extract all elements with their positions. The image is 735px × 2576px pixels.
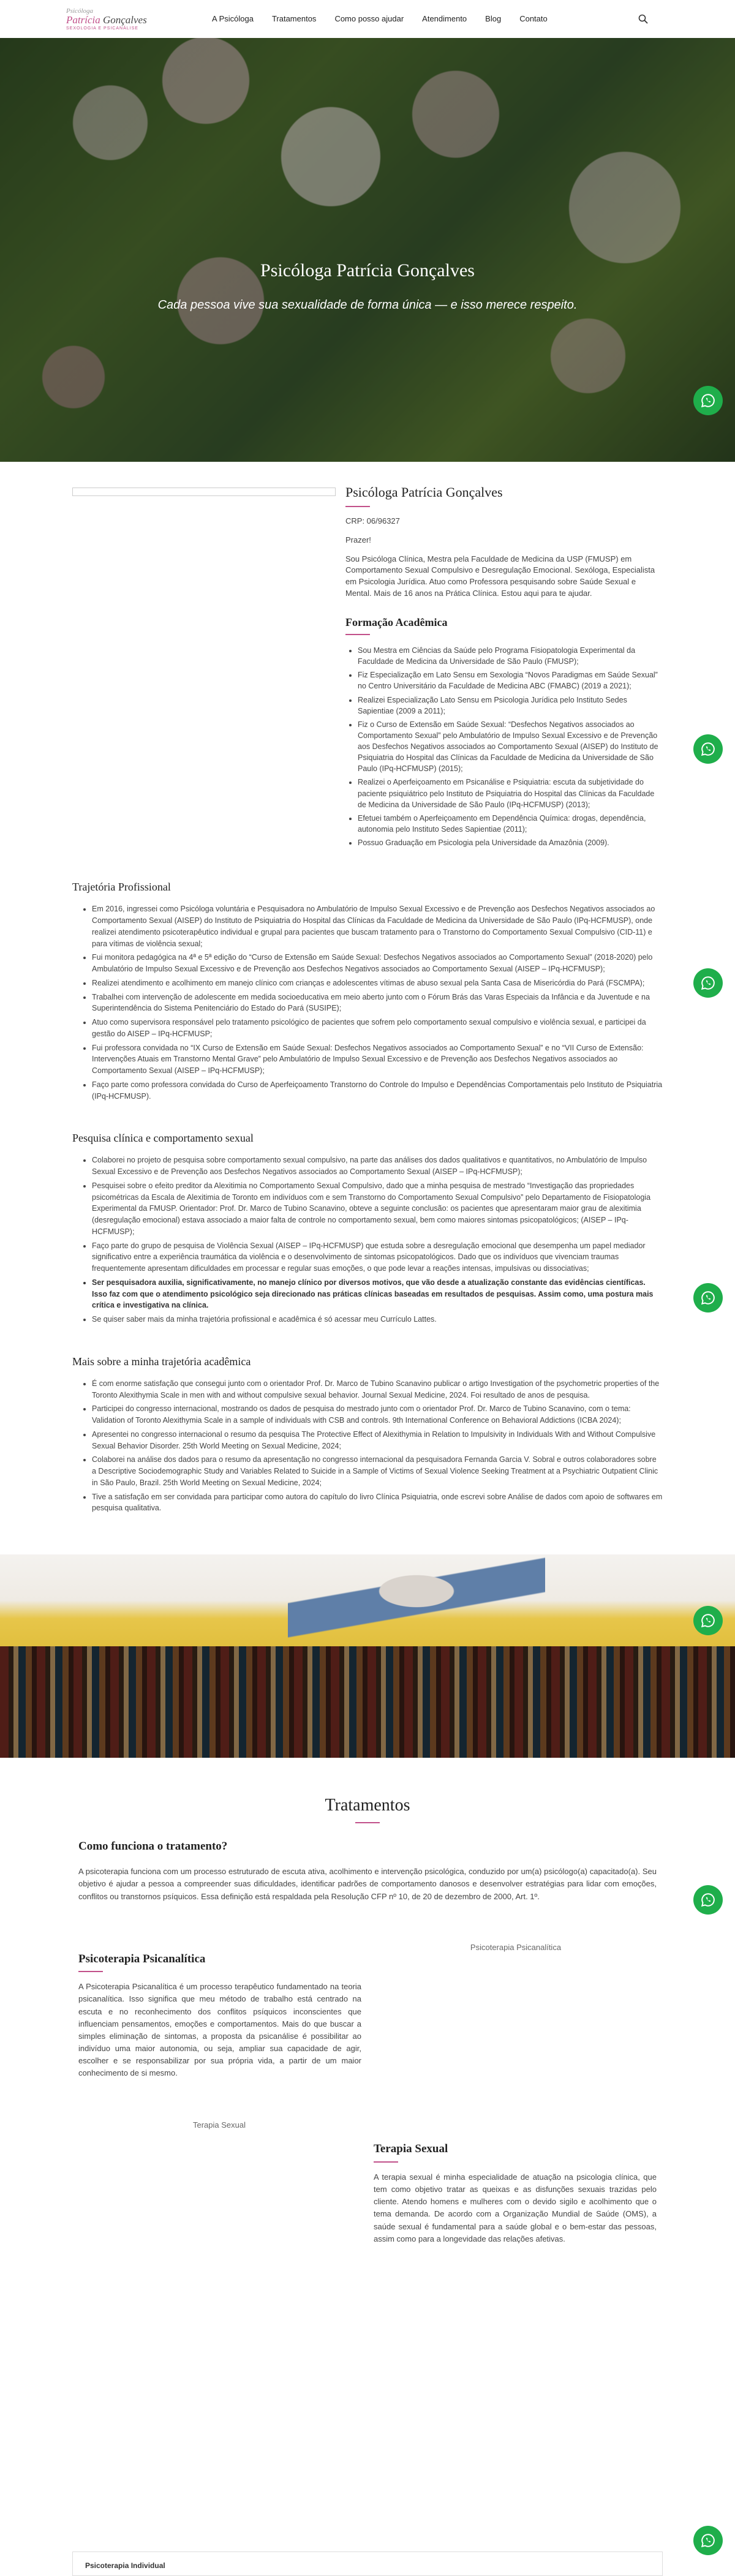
nav-contato[interactable]: Contato [519, 13, 548, 23]
career-section [0, 879, 735, 1102]
list-item: • Sou Mestra em Ciências da Saúde pelo Programa Fisiopatologia Experimental da Faculdade de Medicina da Universidade de São Paulo (FMUSP); [358, 645, 663, 667]
site-header [0, 0, 735, 38]
psi-title: Psicoterapia Psicanalítica [78, 1952, 206, 1965]
treatment-psicanalitica [78, 1942, 361, 2080]
academic-list [72, 1378, 663, 1514]
treatment-row [78, 1942, 657, 2080]
career-list [72, 903, 663, 1102]
profile-photo [72, 488, 336, 496]
list-item: • Fiz Especialização em Lato Sensu em Sexologia “Novos Paradigmas em Saúde Sexual” no Centro Universitário da Faculdade de Medicina ABC (FMABC) (2019 a 2021); [358, 669, 663, 691]
whatsapp-button[interactable] [693, 1283, 723, 1312]
treatment-sexual [374, 2120, 657, 2245]
title-divider [355, 1822, 380, 1823]
formation-list [345, 645, 663, 848]
profile-section [0, 462, 735, 851]
logo-name: Patrícia Gonçalves [66, 13, 147, 26]
whatsapp-icon [700, 1613, 716, 1629]
list-item: • Se quiser saber mais da minha trajetória profissional e acadêmica é só acessar meu Currículo Lattes. [92, 1314, 663, 1325]
sex-image: Terapia Sexual [193, 2120, 246, 2130]
sex-text: A terapia sexual é minha especialidade de atuação na psicologia clínica, que tem como objetivo tratar as queixas e as disfunções sexuais trazidas pelo cliente. Atendo homens e mulheres com o devido sigilo e acolhimento que o tema demanda. De acordo com a Organização Mundial de Saúde (OMS), a saúde sexual é fundamental para a saúde global e o bem-estar das pessoas, assim como para a longevidade das relações afetivas. [374, 2172, 657, 2243]
whatsapp-icon [700, 393, 716, 409]
hero-banner [0, 38, 735, 462]
list-item: • Realizei Especialização Lato Sensu em Psicologia Jurídica pelo Instituto Sedes Sapientiae (2009 a 2011); [358, 695, 663, 717]
whatsapp-button[interactable] [693, 1885, 723, 1915]
individual-therapy-card [72, 2552, 663, 2576]
whatsapp-button[interactable] [693, 968, 723, 998]
treatments-title: Tratamentos [325, 1796, 410, 1815]
list-item: • Possuo Graduação em Psicologia pela Universidade da Amazônia (2009). [358, 837, 663, 848]
profile-name: Psicóloga Patrícia Gonçalves [345, 484, 503, 500]
whatsapp-icon [700, 1892, 716, 1908]
list-item: • Realizei atendimento e acolhimento em manejo clínico com crianças e adolescentes vítimas de abuso sexual pela Santa Casa de Misericórdia do Pará (FSCMPA); [92, 977, 663, 989]
list-item: • Colaborei na análise dos dados para o resumo da apresentação no congresso internacional da pesquisadora Fernanda Garcia V. Sobral e outros colaboradores sobre a Descriptive Sociodemographic Study and Variables Related to Suicide in a Sample of Victims of Sexual Violence Seeking Treatment at a Psychiatric Outpatient Clinic in São Paulo, Brazil. 25th World Meeting on Sexual Medicine, 2024; [92, 1454, 663, 1488]
hero-text [0, 257, 735, 314]
title-divider [345, 634, 370, 635]
whatsapp-button[interactable] [693, 386, 723, 415]
research-list [72, 1154, 663, 1325]
card-label: Psicoterapia Individual [85, 2561, 165, 2570]
list-item: • Trabalhei com intervenção de adolescente em medida socioeducativa em meio aberto junto com o Fórum Brás das Varas Especiais da Infância e da Juventude e na Superintendência do Sistema Penitenciário do Estado do Pará (SUSIPE); [92, 992, 663, 1015]
psi-text: A Psicoterapia Psicanalítica é um processo terapêutico fundamentado na teoria psicanalítica. Isso significa que meu método de trabalho está centrado na escuta e no reconhecimento dos conflitos psíquicos inconscientes que influenciam pensamentos, emoções e comportamentos. Mais do que buscar a simples eliminação de sintomas, a proposta da psicanálise é possibilitar ao indivíduo uma maior autonomia, ou seja, ampliar sua capacidade de agir, escolher e se responsabilizar por sua própria vida, a partir de um maior conhecimento de si mesmo. [78, 1982, 361, 2078]
whatsapp-button[interactable] [693, 2526, 723, 2555]
psi-image: Psicoterapia Psicanalítica [470, 1942, 562, 1952]
main-nav [212, 13, 548, 25]
formation-title: Formação Acadêmica [345, 616, 448, 628]
hero-title: Psicóloga Patrícia Gonçalves [260, 260, 475, 281]
title-divider [78, 1971, 103, 1972]
logo-subtitle: SEXOLOGIA E PSICANÁLISE [66, 26, 138, 31]
list-item: • Efetuei também o Aperfeiçoamento em Dependência Química: drogas, dependência, autonomia pelo Instituto Sedes Sapientiae (2011); [358, 813, 663, 835]
title-divider [374, 2161, 398, 2163]
list-item: • Atuo como supervisora responsável pelo tratamento psicológico de pacientes que sofrem pelo comportamento sexual compulsivo e violência sexual, e participei da gestão do AISEP – IPq-HCFMUSP; [92, 1017, 663, 1040]
list-item: • Colaborei no projeto de pesquisa sobre comportamento sexual compulsivo, na parte das análises dos dados qualitativos e quantitativos, no Ambulatório de Impulso Sexual Excessivo e de Prevenção aos Desfechos Negativos associados ao Comportamento Sexual (AISEP – IPq-HCFMUSP); [92, 1154, 663, 1178]
list-item: • Ser pesquisadora auxilia, significativamente, no manejo clínico por diversos motivos, que vão desde a atualização constante das evidências científicas. Isso faz com que o atendimento psicológico seja direcionado nas práticas clínicas baseadas em resultados de pesquisas. Assim como, uma postura mais crítica e investigativa na clínica. [92, 1277, 663, 1311]
treatments-section [0, 1793, 735, 2245]
list-item: • Fiz o Curso de Extensão em Saúde Sexual: “Desfechos Negativos associados ao Comportamento Sexual” pelo Ambulatório de Impulso Sexual Excessivo e de Prevenção aos Desfechos Negativos associados ao Comportamento Sexual (AISEP) do Instituto de Psiquiatria do Hospital das Clínicas da Faculdade de Medicina da Universidade de São Paulo (IPq-HCFMUSP) (2015); [358, 719, 663, 775]
whatsapp-icon [700, 741, 716, 757]
list-item: • Em 2016, ingressei como Psicóloga voluntária e Pesquisadora no Ambulatório de Impulso Sexual Excessivo e de Prevenção aos Desfechos Negativos associados ao Comportamento Sexual (AISEP) do Instituto de Psiquiatria do Hospital das Clínicas da Faculdade de Medicina da Universidade de São Paulo (IPq-HCFMUSP), onde realizei atendimento psicoterapêutico individual e grupal para pacientes que buscam tratamento para o Transtorno do Comportamento Sexual Compulsivo (CID-11) e para vítimas de violência sexual; [92, 903, 663, 949]
list-item: • Pesquisei sobre o efeito preditor da Alexitimia no Comportamento Sexual Compulsivo, dado que a minha pesquisa de mestrado “Investigação das propriedades psicométricas da Escala de Alexitimia de Toronto em indivíduos com e sem Transtorno do Comportamento Sexual Compulsivo” pelo Departamento de Fisiopatologia Experimental da FMUSP. Orientador: Prof. Dr. Marco de Tubino Scanavino, obteve a seguinte conclusão: os pacientes que apresentaram maior grau de alexitimia (desregulação emocional) estava associado a maior falta de controle no comportamento sexual, bem como maiores sintomas psicopatológicos; (AISEP – IPq-HCFMUSP); [92, 1180, 663, 1238]
nav-atendimento[interactable]: Atendimento [422, 13, 467, 23]
treatment-row [78, 2120, 657, 2245]
sex-title: Terapia Sexual [374, 2142, 448, 2156]
how-title: Como funciona o tratamento? [78, 1839, 228, 1853]
research-section [0, 1130, 735, 1325]
list-item: • Faço parte do grupo de pesquisa de Violência Sexual (AISEP – IPq-HCFMUSP) que estuda sobre a desregulação emocional que desempenha um papel mediador significativo entre a experiência traumática da violência e o desenvolvimento de sintomas psicopatológicos. Dado que os indivíduos que vivenciam traumas frequentemente apresentam dificuldades em processar e regular suas emoções, o que pode levar a reações intensas, impulsivas ou dissociativas; [92, 1240, 663, 1275]
whatsapp-icon [700, 1290, 716, 1306]
nav-a-psicologa[interactable]: A Psicóloga [212, 13, 254, 23]
nav-como-posso-ajudar[interactable]: Como posso ajudar [334, 13, 404, 23]
image-band-couch [0, 1554, 735, 1646]
profile-bio: Sou Psicóloga Clínica, Mestra pela Faculdade de Medicina da USP (FMUSP) em Comportamento Sexual Compulsivo e Desregulação Emocional. Sexóloga, Especialista em Psicologia Jurídica. Atuo como Professora pesquisando sobre Saúde Sexual e Mental. Mais de 16 anos na Prática Clínica. Estou aqui para te ajudar. [345, 554, 655, 598]
site-logo[interactable] [66, 8, 152, 31]
logo-small-text: Psicóloga [66, 7, 93, 15]
career-title: Trajetória Profissional [72, 881, 171, 894]
whatsapp-icon [700, 975, 716, 991]
list-item: • Participei do congresso internacional, mostrando os dados de pesquisa do mestrado junto com o orientador Prof. Dr. Marco de Tubino Scanavino, com o tema: Validation of Toronto Alexithymia Scale in a sample of individuals with CSB and controls. 9th International Conference on Behavioral Addictions (ICBA 2024); [92, 1403, 663, 1426]
research-title: Pesquisa clínica e comportamento sexual [72, 1132, 254, 1145]
nav-blog[interactable]: Blog [485, 13, 502, 23]
whatsapp-button[interactable] [693, 734, 723, 764]
profile-crp: CRP: 06/96327 [345, 516, 400, 525]
image-band-bookshelf [0, 1646, 735, 1758]
profile-greeting: Prazer! [345, 535, 371, 544]
hero-subtitle: Cada pessoa vive sua sexualidade de forma única — e isso merece respeito. [157, 298, 578, 312]
person-image [288, 1554, 545, 1646]
search-icon[interactable] [638, 14, 648, 24]
whatsapp-button[interactable] [693, 1606, 723, 1635]
list-item: • É com enorme satisfação que consegui junto com o orientador Prof. Dr. Marco de Tubino Scanavino publicar o artigo Investigation of the psychometric properties of the Toronto Alexithymia Scale in men with and without compulsive sexual behavior. Journal Sexual Medicine, 2024. Foi resultado de anos de pesquisa. [92, 1378, 663, 1401]
academic-title: Mais sobre a minha trajetória acadêmica [72, 1355, 251, 1368]
nav-tratamentos[interactable]: Tratamentos [271, 13, 317, 23]
how-text: A psicoterapia funciona com um processo estruturado de escuta ativa, acolhimento e intervenção psicológica, conduzido por um(a) psicólogo(a) capacitado(a). Seu objetivo é ajudar a pessoa a compreender suas dificuldades, identificar padrões de comportamento danosos e desenvolver estratégias para lidar com emoções, conflitos ou transtornos psíquicos. Essa definição está respaldada pela Resolução CFP nº 10, de 20 de dezembro de 2000, Art. 1º. [78, 1867, 657, 1901]
list-item: • Tive a satisfação em ser convidada para participar como autora do capítulo do livro Clínica Psiquiatria, onde escrevi sobre Análise de dados com apoio de softwares em pesquisa qualitativa. [92, 1491, 663, 1515]
list-item: • Realizei o Aperfeiçoamento em Psicanálise e Psiquiatria: escuta da subjetividade do paciente psiquiátrico pelo Instituto de Psiquiatria do Hospital das Clínicas da Faculdade de Medicina da Universidade de São Paulo (IPq-HCFMUSP) (2013); [358, 777, 663, 810]
list-item: • Faço parte como professora convidada do Curso de Aperfeiçoamento Transtorno do Controle do Impulso e Dependências Comportamentais pelo Instituto de Psiquiatria (IPq-HCFMUSP). [92, 1079, 663, 1102]
list-item: • Fui monitora pedagógica na 4ª e 5ª edição do “Curso de Extensão em Saúde Sexual: Desfechos Negativos associados ao Comportamento Sexual” (2018-2020) pelo Ambulatório de Impulso Sexual Excessivo e de Prevenção aos Desfechos Negativos associados ao Comportamento Sexual (AISEP – IPq-HCFMUSP); [92, 952, 663, 975]
title-divider [345, 506, 370, 507]
academic-section [0, 1354, 735, 1514]
list-item: • Apresentei no congresso internacional o resumo da pesquisa The Protective Effect of Alexithymia in Relation to Impulsivity in Individuals With and Without Compulsive Sexual Behavior Disorder. 25th World Meeting on Sexual Medicine, 2024; [92, 1429, 663, 1452]
list-item: • Fui professora convidada no “IX Curso de Extensão em Saúde Sexual: Desfechos Negativos associados ao Comportamento Sexual” e no “VII Curso de Extensão: Intervenções Atuais em Transtorno Mental Grave” pelo Ambulatório de Impulso Sexual Excessivo e de Prevenção aos Desfechos Negativos associados ao Comportamento Sexual (AISEP – IPq-HCFMUSP); [92, 1042, 663, 1077]
whatsapp-icon [700, 2533, 716, 2548]
profile-body [345, 483, 663, 851]
